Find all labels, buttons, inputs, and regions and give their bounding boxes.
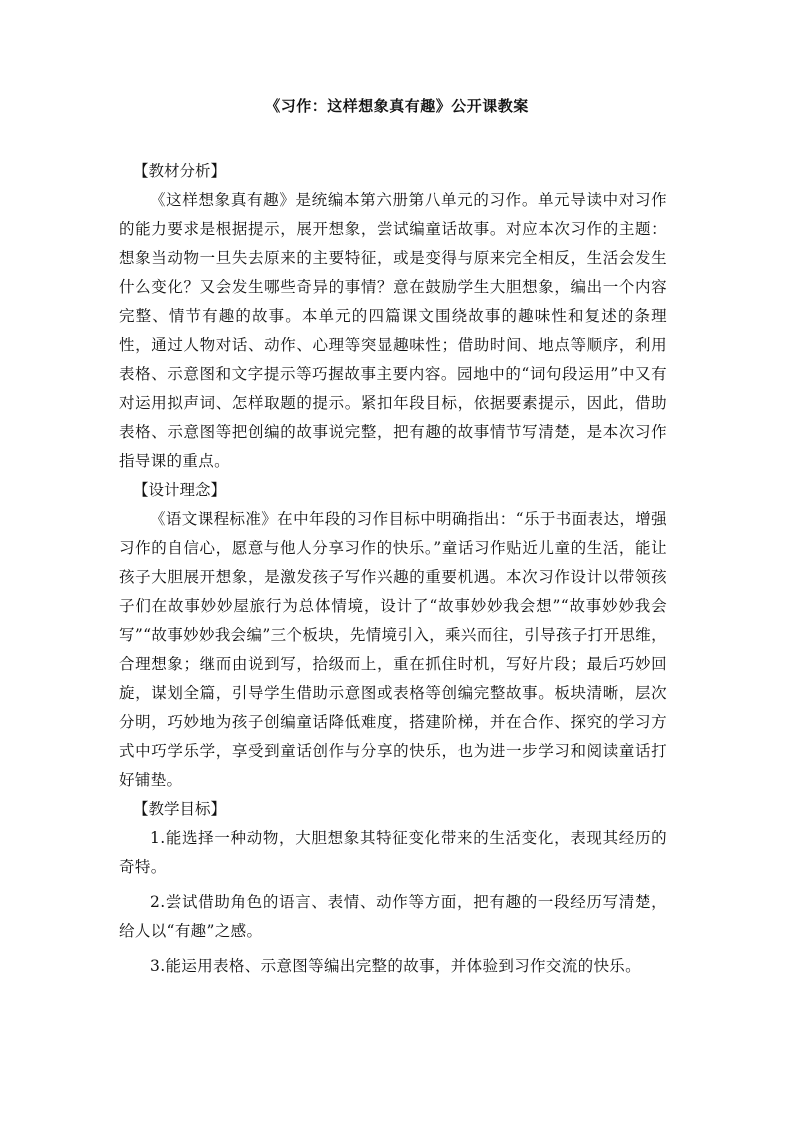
goals-list [119, 824, 667, 981]
section-heading-concept: 【设计理念】 [133, 481, 227, 499]
goal-item-3: 3.能运用表格、示意图等编出完整的故事，并体验到习作交流的快乐。 [150, 957, 641, 975]
document-title: 《习作：这样想象真有趣》公开课教案 [265, 97, 529, 115]
section-text-analysis: 《这样想象真有趣》是统编本第六册第八单元的习作。单元导读中对习作的能力要求是根据提示，展开想象，尝试编童话故事。对应本次习作的主题：想象当动物一旦失去原来的主要特征，或是变得与原来完全相反，生活会发生什么变化？又会发生哪些奇异的事情？意在鼓励学生大胆想象，编出一个内容完整、情节有趣的故事。本单元的四篇课文围绕故事的趣味性和复述的条理性，通过人物对话、动作、心理等突显趣味性；借助时间、地点等顺序，利用表格、示意图和文字提示等巧握故事主要内容。园地中的“词句段运用”中又有对运用拟声词、怎样取题的提示。紧扣年段目标，依据要素提示，因此，借助表格、示意图等把创编的故事说完整，把有趣的故事情节写清楚，是本次习作指导课的重点。 [119, 191, 667, 470]
document-body [119, 157, 667, 981]
section-heading-goals: 【教学目标】 [133, 800, 227, 818]
section-text-concept: 《语文课程标准》在中年段的习作目标中明确指出：“乐于书面表达，增强习作的自信心，愿意与他人分享习作的快乐。”童话习作贴近儿童的生活，能让孩子大胆展开想象，是激发孩子写作兴趣的重要机遇。本次习作设计以带领孩子们在故事妙妙屋旅行为总体情境，设计了“故事妙妙我会想”“故事妙妙我会写”“故事妙妙我会编”三个板块，先情境引入，乘兴而往，引导孩子打开思维，合理想象；继而由说到写，拾级而上，重在抓住时机，写好片段；最后巧妙回旋，谋划全篇，引导学生借助示意图或表格等创编完整故事。板块清晰，层次分明，巧妙地为孩子创编童话降低难度，搭建阶梯，并在合作、探究的学习方式中巧学乐学，享受到童话创作与分享的快乐，也为进一步学习和阅读童话打好铺垫。 [119, 510, 667, 789]
goal-item-2: 2.尝试借助角色的语言、表情、动作等方面，把有趣的一段经历写清楚，给人以“有趣”之感。 [119, 893, 667, 940]
goal-item-1: 1.能选择一种动物，大胆想象其特征变化带来的生活变化，表现其经历的奇特。 [119, 829, 667, 876]
section-heading-analysis: 【教材分析】 [133, 162, 227, 180]
